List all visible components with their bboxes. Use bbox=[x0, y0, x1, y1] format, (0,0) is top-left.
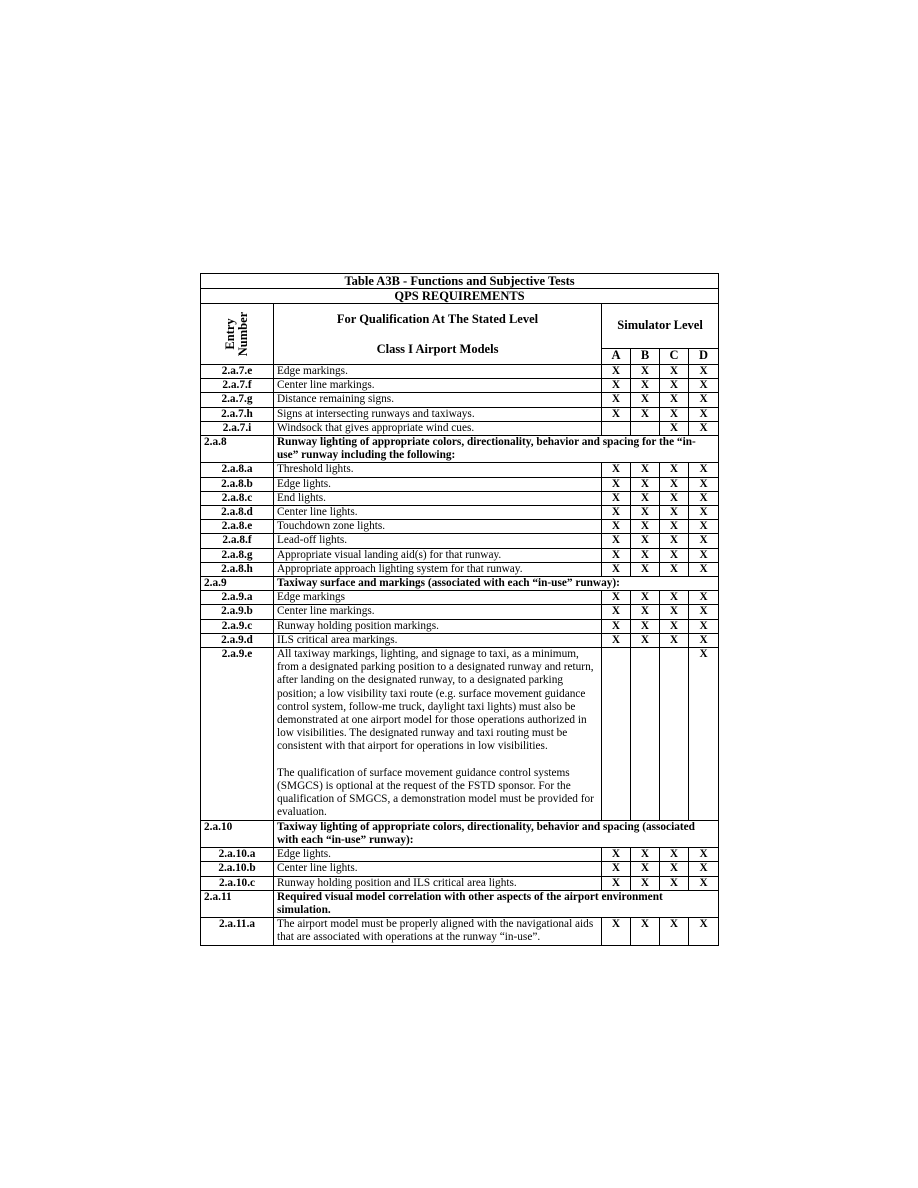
table-row bbox=[201, 407, 719, 421]
table-row bbox=[201, 534, 719, 548]
entry-number: 2.a.10 bbox=[201, 820, 274, 847]
table-row bbox=[201, 463, 719, 477]
table-row bbox=[201, 393, 719, 407]
level-c-mark: X bbox=[660, 365, 689, 379]
section-description: Taxiway lighting of appropriate colors, directionality, behavior and spacing (associated with each “in-use” runway): bbox=[274, 820, 719, 847]
entry-number: 2.a.8.f bbox=[201, 534, 274, 548]
entry-number: 2.a.8.b bbox=[201, 477, 274, 491]
section-row bbox=[201, 820, 719, 847]
requirement-description: Edge markings bbox=[274, 591, 602, 605]
level-d-mark: X bbox=[689, 548, 719, 562]
level-d-mark: X bbox=[689, 421, 719, 435]
level-d-mark: X bbox=[689, 365, 719, 379]
section-row bbox=[201, 890, 719, 917]
level-b-mark: X bbox=[631, 918, 660, 945]
requirement-description: Windsock that gives appropriate wind cues. bbox=[274, 421, 602, 435]
entry-number: 2.a.7.g bbox=[201, 393, 274, 407]
requirement-description: Center line lights. bbox=[274, 862, 602, 876]
entry-number: 2.a.11 bbox=[201, 890, 274, 917]
level-c-mark: X bbox=[660, 393, 689, 407]
table-row bbox=[201, 421, 719, 435]
level-b-mark: X bbox=[631, 365, 660, 379]
entry-number: 2.a.7.f bbox=[201, 379, 274, 393]
requirement-description: Threshold lights. bbox=[274, 463, 602, 477]
level-c-header: C bbox=[660, 349, 689, 365]
table-body bbox=[201, 274, 719, 946]
model-label: Class I Airport Models bbox=[376, 342, 499, 356]
level-d-mark: X bbox=[689, 648, 719, 821]
entry-number: 2.a.10.c bbox=[201, 876, 274, 890]
level-d-mark: X bbox=[689, 506, 719, 520]
table-title: Table A3B - Functions and Subjective Tests bbox=[201, 274, 719, 289]
level-a-mark: X bbox=[602, 393, 631, 407]
level-a-mark: X bbox=[602, 848, 631, 862]
level-d-mark: X bbox=[689, 876, 719, 890]
level-a-mark: X bbox=[602, 605, 631, 619]
requirement-description: Center line markings. bbox=[274, 605, 602, 619]
table-row bbox=[201, 848, 719, 862]
level-c-mark bbox=[660, 648, 689, 821]
entry-number: 2.a.11.a bbox=[201, 918, 274, 945]
table-row bbox=[201, 548, 719, 562]
level-b-mark: X bbox=[631, 562, 660, 576]
table-row bbox=[201, 862, 719, 876]
level-d-mark: X bbox=[689, 491, 719, 505]
requirement-description: Edge lights. bbox=[274, 848, 602, 862]
level-b-mark: X bbox=[631, 605, 660, 619]
table-subtitle: QPS REQUIREMENTS bbox=[201, 289, 719, 304]
level-a-mark: X bbox=[602, 520, 631, 534]
section-row bbox=[201, 436, 719, 463]
level-a-mark: X bbox=[602, 562, 631, 576]
level-d-mark: X bbox=[689, 393, 719, 407]
level-d-mark: X bbox=[689, 633, 719, 647]
level-c-mark: X bbox=[660, 548, 689, 562]
level-c-mark: X bbox=[660, 605, 689, 619]
level-a-mark: X bbox=[602, 477, 631, 491]
requirement-description: Edge lights. bbox=[274, 477, 602, 491]
header-row bbox=[201, 304, 719, 349]
level-a-mark: X bbox=[602, 591, 631, 605]
entry-number: 2.a.8.e bbox=[201, 520, 274, 534]
level-d-mark: X bbox=[689, 862, 719, 876]
entry-number: 2.a.9 bbox=[201, 577, 274, 591]
entry-number: 2.a.10.a bbox=[201, 848, 274, 862]
subtitle-row bbox=[201, 289, 719, 304]
level-c-mark: X bbox=[660, 862, 689, 876]
requirement-description: Touchdown zone lights. bbox=[274, 520, 602, 534]
level-a-mark: X bbox=[602, 534, 631, 548]
level-c-mark: X bbox=[660, 918, 689, 945]
entry-number: 2.a.9.d bbox=[201, 633, 274, 647]
level-c-mark: X bbox=[660, 848, 689, 862]
requirement-description: The airport model must be properly aligned with the navigational aids that are associated with operations at the runway “in-use”. bbox=[274, 918, 602, 945]
table-row bbox=[201, 477, 719, 491]
level-d-mark: X bbox=[689, 463, 719, 477]
level-a-mark: X bbox=[602, 506, 631, 520]
level-a-mark bbox=[602, 648, 631, 821]
entry-number: 2.a.10.b bbox=[201, 862, 274, 876]
level-c-mark: X bbox=[660, 491, 689, 505]
functions-tests-table bbox=[200, 273, 719, 946]
entry-number: 2.a.7.e bbox=[201, 365, 274, 379]
section-description: Taxiway surface and markings (associated with each “in-use” runway): bbox=[274, 577, 719, 591]
entry-number: 2.a.8.g bbox=[201, 548, 274, 562]
section-description: Required visual model correlation with other aspects of the airport environment simulation. bbox=[274, 890, 719, 917]
table-row bbox=[201, 562, 719, 576]
entry-number: 2.a.8 bbox=[201, 436, 274, 463]
entry-number: 2.a.8.c bbox=[201, 491, 274, 505]
level-d-mark: X bbox=[689, 407, 719, 421]
requirement-paragraph: The qualification of surface movement guidance control systems (SMGCS) is optional at the request of the FSTD sponsor. For the qualification of SMGCS, a demonstration model must be provided for evaluation. bbox=[277, 766, 594, 819]
simulator-level-header: Simulator Level bbox=[602, 304, 719, 349]
level-b-mark: X bbox=[631, 591, 660, 605]
level-b-mark: X bbox=[631, 876, 660, 890]
level-d-mark: X bbox=[689, 379, 719, 393]
level-a-mark: X bbox=[602, 379, 631, 393]
table-row bbox=[201, 633, 719, 647]
level-b-mark: X bbox=[631, 848, 660, 862]
level-c-mark: X bbox=[660, 379, 689, 393]
level-a-mark: X bbox=[602, 633, 631, 647]
requirement-description bbox=[274, 648, 602, 821]
level-d-mark: X bbox=[689, 918, 719, 945]
level-c-mark: X bbox=[660, 506, 689, 520]
entry-number: 2.a.7.i bbox=[201, 421, 274, 435]
requirement-description: Lead-off lights. bbox=[274, 534, 602, 548]
requirement-description: End lights. bbox=[274, 491, 602, 505]
table-row bbox=[201, 591, 719, 605]
level-c-mark: X bbox=[660, 421, 689, 435]
level-d-mark: X bbox=[689, 562, 719, 576]
level-c-mark: X bbox=[660, 407, 689, 421]
level-d-mark: X bbox=[689, 534, 719, 548]
requirement-description: Signs at intersecting runways and taxiways. bbox=[274, 407, 602, 421]
entry-number: 2.a.8.a bbox=[201, 463, 274, 477]
level-b-mark bbox=[631, 421, 660, 435]
qualification-header bbox=[274, 304, 602, 365]
level-b-mark: X bbox=[631, 534, 660, 548]
entry-number: 2.a.8.h bbox=[201, 562, 274, 576]
level-a-mark: X bbox=[602, 463, 631, 477]
requirement-description: Distance remaining signs. bbox=[274, 393, 602, 407]
level-b-mark bbox=[631, 648, 660, 821]
level-c-mark: X bbox=[660, 591, 689, 605]
entry-number-header bbox=[201, 304, 274, 365]
level-b-header: B bbox=[631, 349, 660, 365]
level-c-mark: X bbox=[660, 534, 689, 548]
level-b-mark: X bbox=[631, 862, 660, 876]
table-row bbox=[201, 918, 719, 945]
table-row bbox=[201, 506, 719, 520]
level-c-mark: X bbox=[660, 562, 689, 576]
level-a-mark: X bbox=[602, 407, 631, 421]
level-d-header: D bbox=[689, 349, 719, 365]
level-a-header: A bbox=[602, 349, 631, 365]
entry-number: 2.a.7.h bbox=[201, 407, 274, 421]
level-a-mark bbox=[602, 421, 631, 435]
level-b-mark: X bbox=[631, 548, 660, 562]
level-b-mark: X bbox=[631, 506, 660, 520]
level-c-mark: X bbox=[660, 477, 689, 491]
level-b-mark: X bbox=[631, 393, 660, 407]
qualification-label: For Qualification At The Stated Level bbox=[336, 312, 539, 326]
requirement-paragraph: All taxiway markings, lighting, and signage to taxi, as a minimum, from a designated parking position to a designated runway and return, after landing on the designated runway, to a designated parking position; a low visibility taxi route (e.g. surface movement guidance control system, follow-me truck, daylight taxi lights) must also be demonstrated at one airport model for those operations authorized in low visibilities. The designated runway and taxi routing must be consistent with that airport for operations in low visibilities. bbox=[277, 648, 594, 753]
level-b-mark: X bbox=[631, 463, 660, 477]
level-d-mark: X bbox=[689, 619, 719, 633]
section-description: Runway lighting of appropriate colors, directionality, behavior and spacing for the “in-use” runway including the following: bbox=[274, 436, 719, 463]
requirement-description: Center line markings. bbox=[274, 379, 602, 393]
level-b-mark: X bbox=[631, 379, 660, 393]
section-row bbox=[201, 577, 719, 591]
level-b-mark: X bbox=[631, 407, 660, 421]
level-a-mark: X bbox=[602, 491, 631, 505]
level-b-mark: X bbox=[631, 619, 660, 633]
requirement-description: Runway holding position markings. bbox=[274, 619, 602, 633]
entry-number: 2.a.8.d bbox=[201, 506, 274, 520]
level-c-mark: X bbox=[660, 463, 689, 477]
table-row bbox=[201, 648, 719, 821]
requirement-description: ILS critical area markings. bbox=[274, 633, 602, 647]
level-a-mark: X bbox=[602, 548, 631, 562]
level-c-mark: X bbox=[660, 520, 689, 534]
table-row bbox=[201, 619, 719, 633]
requirement-description: Edge markings. bbox=[274, 365, 602, 379]
entry-number-label bbox=[224, 312, 250, 356]
requirement-description: Center line lights. bbox=[274, 506, 602, 520]
requirement-description: Appropriate visual landing aid(s) for that runway. bbox=[274, 548, 602, 562]
level-b-mark: X bbox=[631, 477, 660, 491]
level-a-mark: X bbox=[602, 862, 631, 876]
level-d-mark: X bbox=[689, 605, 719, 619]
entry-number: 2.a.9.c bbox=[201, 619, 274, 633]
title-row bbox=[201, 274, 719, 289]
entry-number: 2.a.9.e bbox=[201, 648, 274, 821]
entry-number-line: Entry bbox=[223, 318, 237, 350]
level-b-mark: X bbox=[631, 520, 660, 534]
level-a-mark: X bbox=[602, 876, 631, 890]
requirement-description: Appropriate approach lighting system for that runway. bbox=[274, 562, 602, 576]
level-c-mark: X bbox=[660, 619, 689, 633]
level-a-mark: X bbox=[602, 619, 631, 633]
level-b-mark: X bbox=[631, 633, 660, 647]
entry-number-line: Number bbox=[236, 311, 250, 357]
table-row bbox=[201, 491, 719, 505]
level-d-mark: X bbox=[689, 591, 719, 605]
table-row bbox=[201, 605, 719, 619]
level-a-mark: X bbox=[602, 918, 631, 945]
requirement-description: Runway holding position and ILS critical area lights. bbox=[274, 876, 602, 890]
level-b-mark: X bbox=[631, 491, 660, 505]
level-d-mark: X bbox=[689, 848, 719, 862]
entry-number: 2.a.9.b bbox=[201, 605, 274, 619]
level-a-mark: X bbox=[602, 365, 631, 379]
table-row bbox=[201, 379, 719, 393]
table-row bbox=[201, 365, 719, 379]
level-d-mark: X bbox=[689, 477, 719, 491]
level-c-mark: X bbox=[660, 633, 689, 647]
table-row bbox=[201, 876, 719, 890]
level-c-mark: X bbox=[660, 876, 689, 890]
entry-number: 2.a.9.a bbox=[201, 591, 274, 605]
level-d-mark: X bbox=[689, 520, 719, 534]
table-row bbox=[201, 520, 719, 534]
